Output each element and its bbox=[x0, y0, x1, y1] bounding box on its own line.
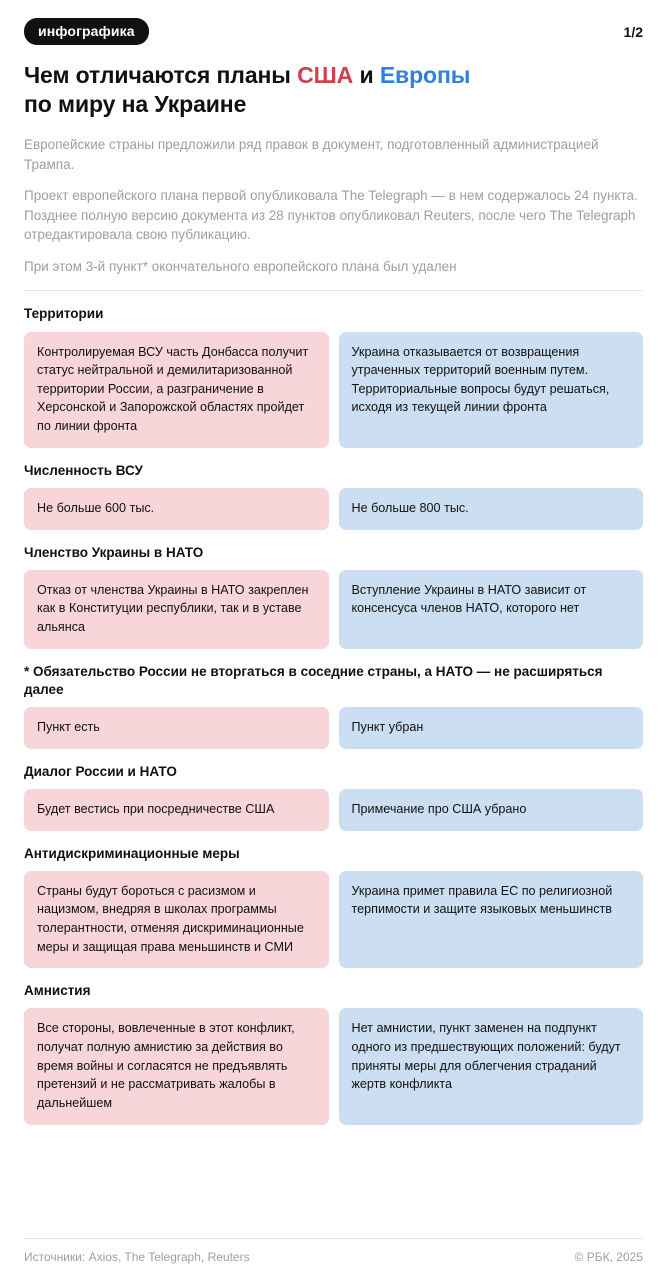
comparison-row bbox=[24, 570, 643, 649]
comparison-row bbox=[24, 871, 643, 969]
title-part-2: по миру на Украине bbox=[24, 90, 247, 117]
eu-plan-card: Вступление Украины в НАТО зависит от консенсуса членов НАТО, которого нет bbox=[339, 570, 644, 649]
section-nonaggression bbox=[24, 663, 643, 749]
page-title bbox=[24, 61, 643, 119]
title-part-1: Чем отличаются планы bbox=[24, 62, 298, 88]
eu-plan-card: Нет амнистии, пункт заменен на подпункт одного из предшествующих положений: будут приняты меры для облегчения страданий жертв конфликта bbox=[339, 1008, 644, 1124]
section-territories bbox=[24, 305, 643, 447]
lede-paragraph-2: Проект европейского плана первой опубликовала The Telegraph — в нем содержалось 24 пункта. Позднее полную версию документа из 28 пунктов опубликовал Reuters, после чего The Telegraph отредактировала свою публикацию. bbox=[24, 188, 638, 243]
section-title: Численность ВСУ bbox=[24, 462, 143, 478]
section-title: Амнистия bbox=[24, 983, 91, 999]
us-plan-card: Будет вестись при посредничестве США bbox=[24, 789, 329, 831]
us-plan-card: Отказ от членства Украины в НАТО закреплен как в Конституции республики, так и в уставе альянса bbox=[24, 570, 329, 649]
us-plan-card: Все стороны, вовлеченные в этот конфликт, получат полную амнистию за действия во время войны и согласятся не предъявлять претензий и не рассматривать жалобы в дальнейшем bbox=[24, 1008, 329, 1124]
eu-plan-card: Украина отказывается от возвращения утраченных территорий военным путем. Территориальные вопросы будут решаться, исходя из текущей линии фронта bbox=[339, 332, 644, 448]
title-mid: и bbox=[353, 62, 380, 88]
footer-divider bbox=[24, 1238, 643, 1239]
us-plan-card: Контролируемая ВСУ часть Донбасса получит статус нейтральной и демилитаризованной территории России, а разграничение в Херсонской и Запорожской областях пройдет по линии фронта bbox=[24, 332, 329, 448]
section-amnesty bbox=[24, 982, 643, 1124]
comparison-row bbox=[24, 789, 643, 831]
lede-block bbox=[24, 135, 643, 276]
eu-plan-card: Примечание про США убрано bbox=[339, 789, 644, 831]
us-plan-card: Не больше 600 тыс. bbox=[24, 488, 329, 530]
eu-plan-card: Не больше 800 тыс. bbox=[339, 488, 644, 530]
us-plan-card: Страны будут бороться с расизмом и нацизмом, внедряя в школах программы толерантности, отменяя дискриминационные меры и защищая права меньшинств и СМИ bbox=[24, 871, 329, 969]
section-army-size bbox=[24, 462, 643, 530]
section-nato-membership bbox=[24, 544, 643, 649]
title-europe: Европы bbox=[379, 62, 471, 88]
eu-plan-card: Пункт убран bbox=[339, 707, 644, 749]
us-plan-card: Пункт есть bbox=[24, 707, 329, 749]
section-antidiscrimination bbox=[24, 845, 643, 969]
comparison-row bbox=[24, 332, 643, 448]
section-title: Членство Украины в НАТО bbox=[24, 544, 204, 560]
section-title: Территории bbox=[24, 306, 104, 322]
section-russia-nato-dialogue bbox=[24, 763, 643, 831]
lede-paragraph-1: Европейские страны предложили ряд правок в документ, подготовленный администрацией Трампа. bbox=[24, 136, 599, 172]
copyright-label: © РБК, 2025 bbox=[574, 1250, 643, 1264]
category-badge: инфографика bbox=[24, 18, 149, 45]
title-usa: США bbox=[297, 62, 354, 88]
header-divider bbox=[24, 290, 643, 291]
comparison-row bbox=[24, 1008, 643, 1124]
eu-plan-card: Украина примет правила ЕС по религиозной терпимости и защите языковых меньшинств bbox=[339, 871, 644, 969]
footer bbox=[24, 1238, 643, 1264]
comparison-row bbox=[24, 707, 643, 749]
section-title: Диалог России и НАТО bbox=[24, 763, 177, 779]
comparison-row bbox=[24, 488, 643, 530]
section-title: * Обязательство России не вторгаться в соседние страны, а НАТО — не расширяться далее bbox=[24, 663, 603, 697]
top-bar bbox=[24, 0, 643, 45]
page-indicator: 1/2 bbox=[623, 23, 643, 40]
section-title: Антидискриминационные меры bbox=[24, 845, 240, 861]
sources-label: Источники: Axios, The Telegraph, Reuters bbox=[24, 1250, 250, 1264]
lede-paragraph-3: При этом 3-й пункт* окончательного европейского плана был удален bbox=[24, 258, 457, 274]
